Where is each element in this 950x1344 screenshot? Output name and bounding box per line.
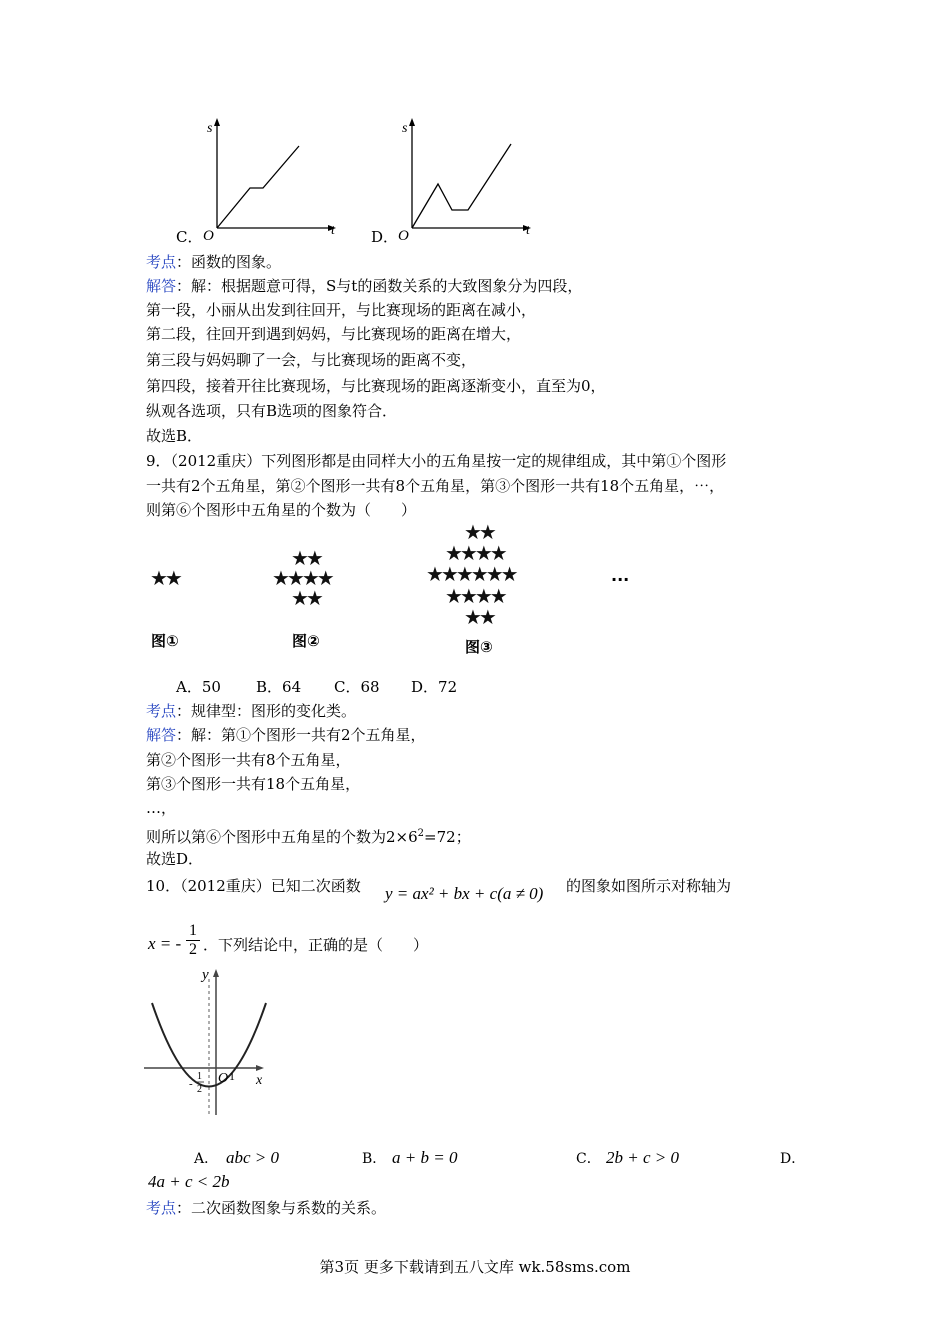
c-t-label: t xyxy=(331,223,335,238)
fig2-stars: ★★ xyxy=(291,546,321,570)
q9-line: 第③个图形一共有18个五角星， xyxy=(146,775,361,793)
graph-option-d xyxy=(390,110,540,240)
q8-line: 纵观各选项，只有B选项的图象符合． xyxy=(146,402,398,420)
kaodian-label: 考点 xyxy=(146,702,177,720)
q10-option-a-label: A． xyxy=(194,1151,219,1167)
q10-minus: - xyxy=(189,1078,193,1090)
q10-option-d-expr: 4a + c < 2b xyxy=(148,1172,230,1191)
q10-option-c-label: C． xyxy=(576,1151,601,1167)
q9-option-d: D．72 xyxy=(411,678,458,696)
q9-stem: 9．（2012重庆）下列图形都是由同样大小的五角星按一定的规律组成，其中第①个图形 xyxy=(146,452,727,470)
q10-kaodian: 考点：二次函数图象与系数的关系。 xyxy=(146,1199,387,1217)
c-curve xyxy=(217,146,299,228)
fig3-label: 图③ xyxy=(465,638,493,656)
q9-option-a: A．50 xyxy=(176,678,221,696)
fig3-stars: ★★ xyxy=(464,520,494,544)
fig3-stars: ★★★★★★ xyxy=(426,562,516,586)
q10-stem-pre: 10．（2012重庆）已知二次函数 xyxy=(146,877,361,895)
q8-line: 第一段，小丽从出发到往回开，与比赛现场的距离在减小， xyxy=(146,301,537,319)
q8-line: 故选B． xyxy=(146,427,203,445)
q9-final: 故选D． xyxy=(146,850,204,868)
c-origin-label: O xyxy=(203,228,214,240)
q10-fraction: $\frac{1}{2}$ xyxy=(186,922,200,959)
q10-x-arrow xyxy=(256,1065,264,1071)
q10-y-arrow xyxy=(213,969,219,977)
kaodian-label: 考点 xyxy=(146,1199,177,1217)
q10-stem-line2: ．下列结论中，正确的是（ ） xyxy=(203,936,429,954)
q9-stem: 则第⑥个图形中五角星的个数为（ ） xyxy=(146,501,417,519)
q10-option-b-expr: a + b = 0 xyxy=(392,1148,458,1167)
q8-line: 第四段，接着开往比赛现场，与比赛现场的距离逐渐变小，直至为0， xyxy=(146,377,606,395)
q8-kaodian: 考点：函数的图象。 xyxy=(146,253,282,271)
d-s-label: s xyxy=(402,121,408,136)
q10-one-label: 1 xyxy=(229,1069,235,1083)
q10-origin-label: O xyxy=(218,1071,229,1086)
d-t-label: t xyxy=(526,223,530,238)
q10-formula: y = ax² + bx + c(a ≠ 0) xyxy=(385,884,544,903)
kaodian-label: 考点 xyxy=(146,253,177,271)
fig2-label: 图② xyxy=(292,632,320,650)
c-y-arrow xyxy=(214,118,220,126)
q9-conclusion: 则所以第⑥个图形中五角星的个数为$2\times 6^2=72$； xyxy=(146,828,471,846)
fig3-stars: ★★★★ xyxy=(445,541,505,565)
q10-y-label: y xyxy=(202,967,209,983)
graph-option-c xyxy=(195,110,345,240)
q10-x-label: x xyxy=(256,1073,263,1088)
c-s-label: s xyxy=(207,121,213,136)
fig3-stars: ★★★★ xyxy=(445,584,505,608)
d-curve xyxy=(412,144,511,228)
q9-option-c: C．68 xyxy=(334,678,380,696)
q8-jieda: 解答：解：根据题意可得，S与t的函数关系的大致图象分为四段， xyxy=(146,277,583,295)
q9-option-b: B．64 xyxy=(256,678,302,696)
q10-half-num: 1 xyxy=(197,1071,202,1082)
q9-kaodian: 考点：规律型：图形的变化类。 xyxy=(146,702,357,720)
q10-option-d-label: D． xyxy=(780,1151,806,1167)
fig3-stars: ★★ xyxy=(464,605,494,629)
jieda-label: 解答 xyxy=(146,277,177,295)
q10-stem-post: 的图象如图所示对称轴为 xyxy=(566,877,732,895)
figure-dots: ··· xyxy=(611,570,630,589)
fig2-stars: ★★ xyxy=(291,586,321,610)
option-c-label: C． xyxy=(176,228,203,246)
q10-option-a-expr: abc > 0 xyxy=(226,1148,280,1167)
d-origin-label: O xyxy=(398,228,409,240)
q10-half-den: 2 xyxy=(197,1084,202,1095)
option-d-label: D． xyxy=(371,228,399,246)
fig1-label: 图① xyxy=(151,632,179,650)
q9-jieda: 解答：解：第①个图形一共有2个五角星， xyxy=(146,726,426,744)
q9-line: …， xyxy=(146,799,177,817)
q10-parabola-graph xyxy=(140,965,280,1125)
q9-stem: 一共有2个五角星，第②个图形一共有8个五角星，第③个图形一共有18个五角星，⋯， xyxy=(146,477,725,495)
q10-axis-eq: x = - xyxy=(148,934,182,953)
jieda-label: 解答 xyxy=(146,726,177,744)
fig1-stars: ★★ xyxy=(150,566,180,590)
q10-option-c-expr: 2b + c > 0 xyxy=(606,1148,679,1167)
q10-option-b-label: B． xyxy=(362,1151,387,1167)
q8-line: 第三段与妈妈聊了一会，与比赛现场的距离不变， xyxy=(146,351,477,369)
q8-line: 第二段，往回开到遇到妈妈，与比赛现场的距离在增大， xyxy=(146,325,522,343)
d-y-arrow xyxy=(409,118,415,126)
q9-line: 第②个图形一共有8个五角星， xyxy=(146,751,351,769)
fig2-stars: ★★★★ xyxy=(272,566,332,590)
page-footer: 第3页 更多下载请到五八文库 wk.58sms.com xyxy=(319,1258,631,1276)
